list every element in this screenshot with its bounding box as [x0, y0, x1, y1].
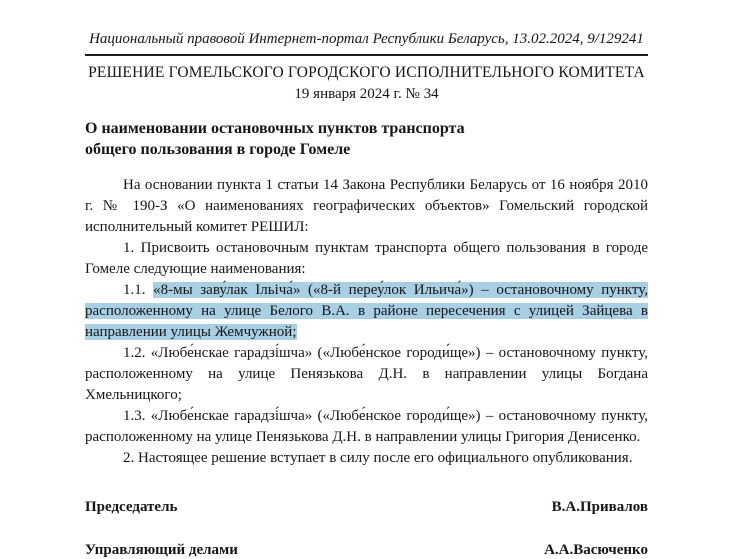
- portal-source-line: Национальный правовой Интернет-портал Республики Беларусь, 13.02.2024, 9/129241: [85, 30, 648, 56]
- document-title-line1: О наименовании остановочных пунктов транспорта: [85, 119, 465, 137]
- signature-role-chairman: Председатель: [85, 498, 178, 515]
- document-title-line2: общего пользования в городе Гомеле: [85, 140, 351, 158]
- paragraph-clause-1: 1. Присвоить остановочным пунктам транспорта общего пользования в городе Гомеле следующие наименования:: [85, 239, 648, 277]
- signature-block: [85, 498, 648, 559]
- signature-role-affairs-manager: Управляющий делами: [85, 541, 238, 558]
- document-body: [85, 175, 648, 469]
- clause-1-1-highlighted-text: «8-мы заву́лак Ільіча́» («8-й переу́лок Ильича́») – остановочному пункту, расположенному на улице Белого В.А. в районе пересечения с улицей Зайцева в направлении улицы Жемчужной;: [85, 281, 648, 340]
- paragraph-legal-basis: На основании пункта 1 статьи 14 Закона Республики Беларусь от 16 ноября 2010 г. № 190-З «О наименованиях географических объектов» Гомельский городской исполнительный комитет РЕШИЛ:: [85, 176, 648, 235]
- paragraph-clause-1-3: 1.3. «Любе́нскае гарадзі́шча» («Любе́нское городи́ще») – остановочному пункту, расположенному на улице Пенязькова Д.Н. в направлении улицы Григория Денисенко.: [85, 407, 648, 445]
- paragraph-clause-1-1: [85, 280, 648, 343]
- decree-date-line: 19 января 2024 г. № 34: [294, 86, 439, 103]
- paragraph-clause-1-2: 1.2. «Любе́нскае гарадзі́шча» («Любе́нское городи́ще») – остановочному пункту, расположенному на улице Пенязькова Д.Н. в направлении улицы Богдана Хмельницкого;: [85, 344, 648, 403]
- signature-name-affairs-manager: А.А.Васюченко: [544, 541, 648, 558]
- decree-org-line: РЕШЕНИЕ ГОМЕЛЬСКОГО ГОРОДСКОГО ИСПОЛНИТЕЛЬНОГО КОМИТЕТА: [88, 63, 645, 81]
- clause-1-1-number: 1.1.: [123, 281, 154, 298]
- document-title: [85, 118, 648, 160]
- signature-name-chairman: В.А.Привалов: [551, 498, 648, 515]
- signature-row-chairman: [85, 498, 648, 516]
- signature-row-affairs-manager: [85, 541, 648, 559]
- paragraph-clause-2: 2. Настоящее решение вступает в силу после его официального опубликования.: [123, 449, 633, 466]
